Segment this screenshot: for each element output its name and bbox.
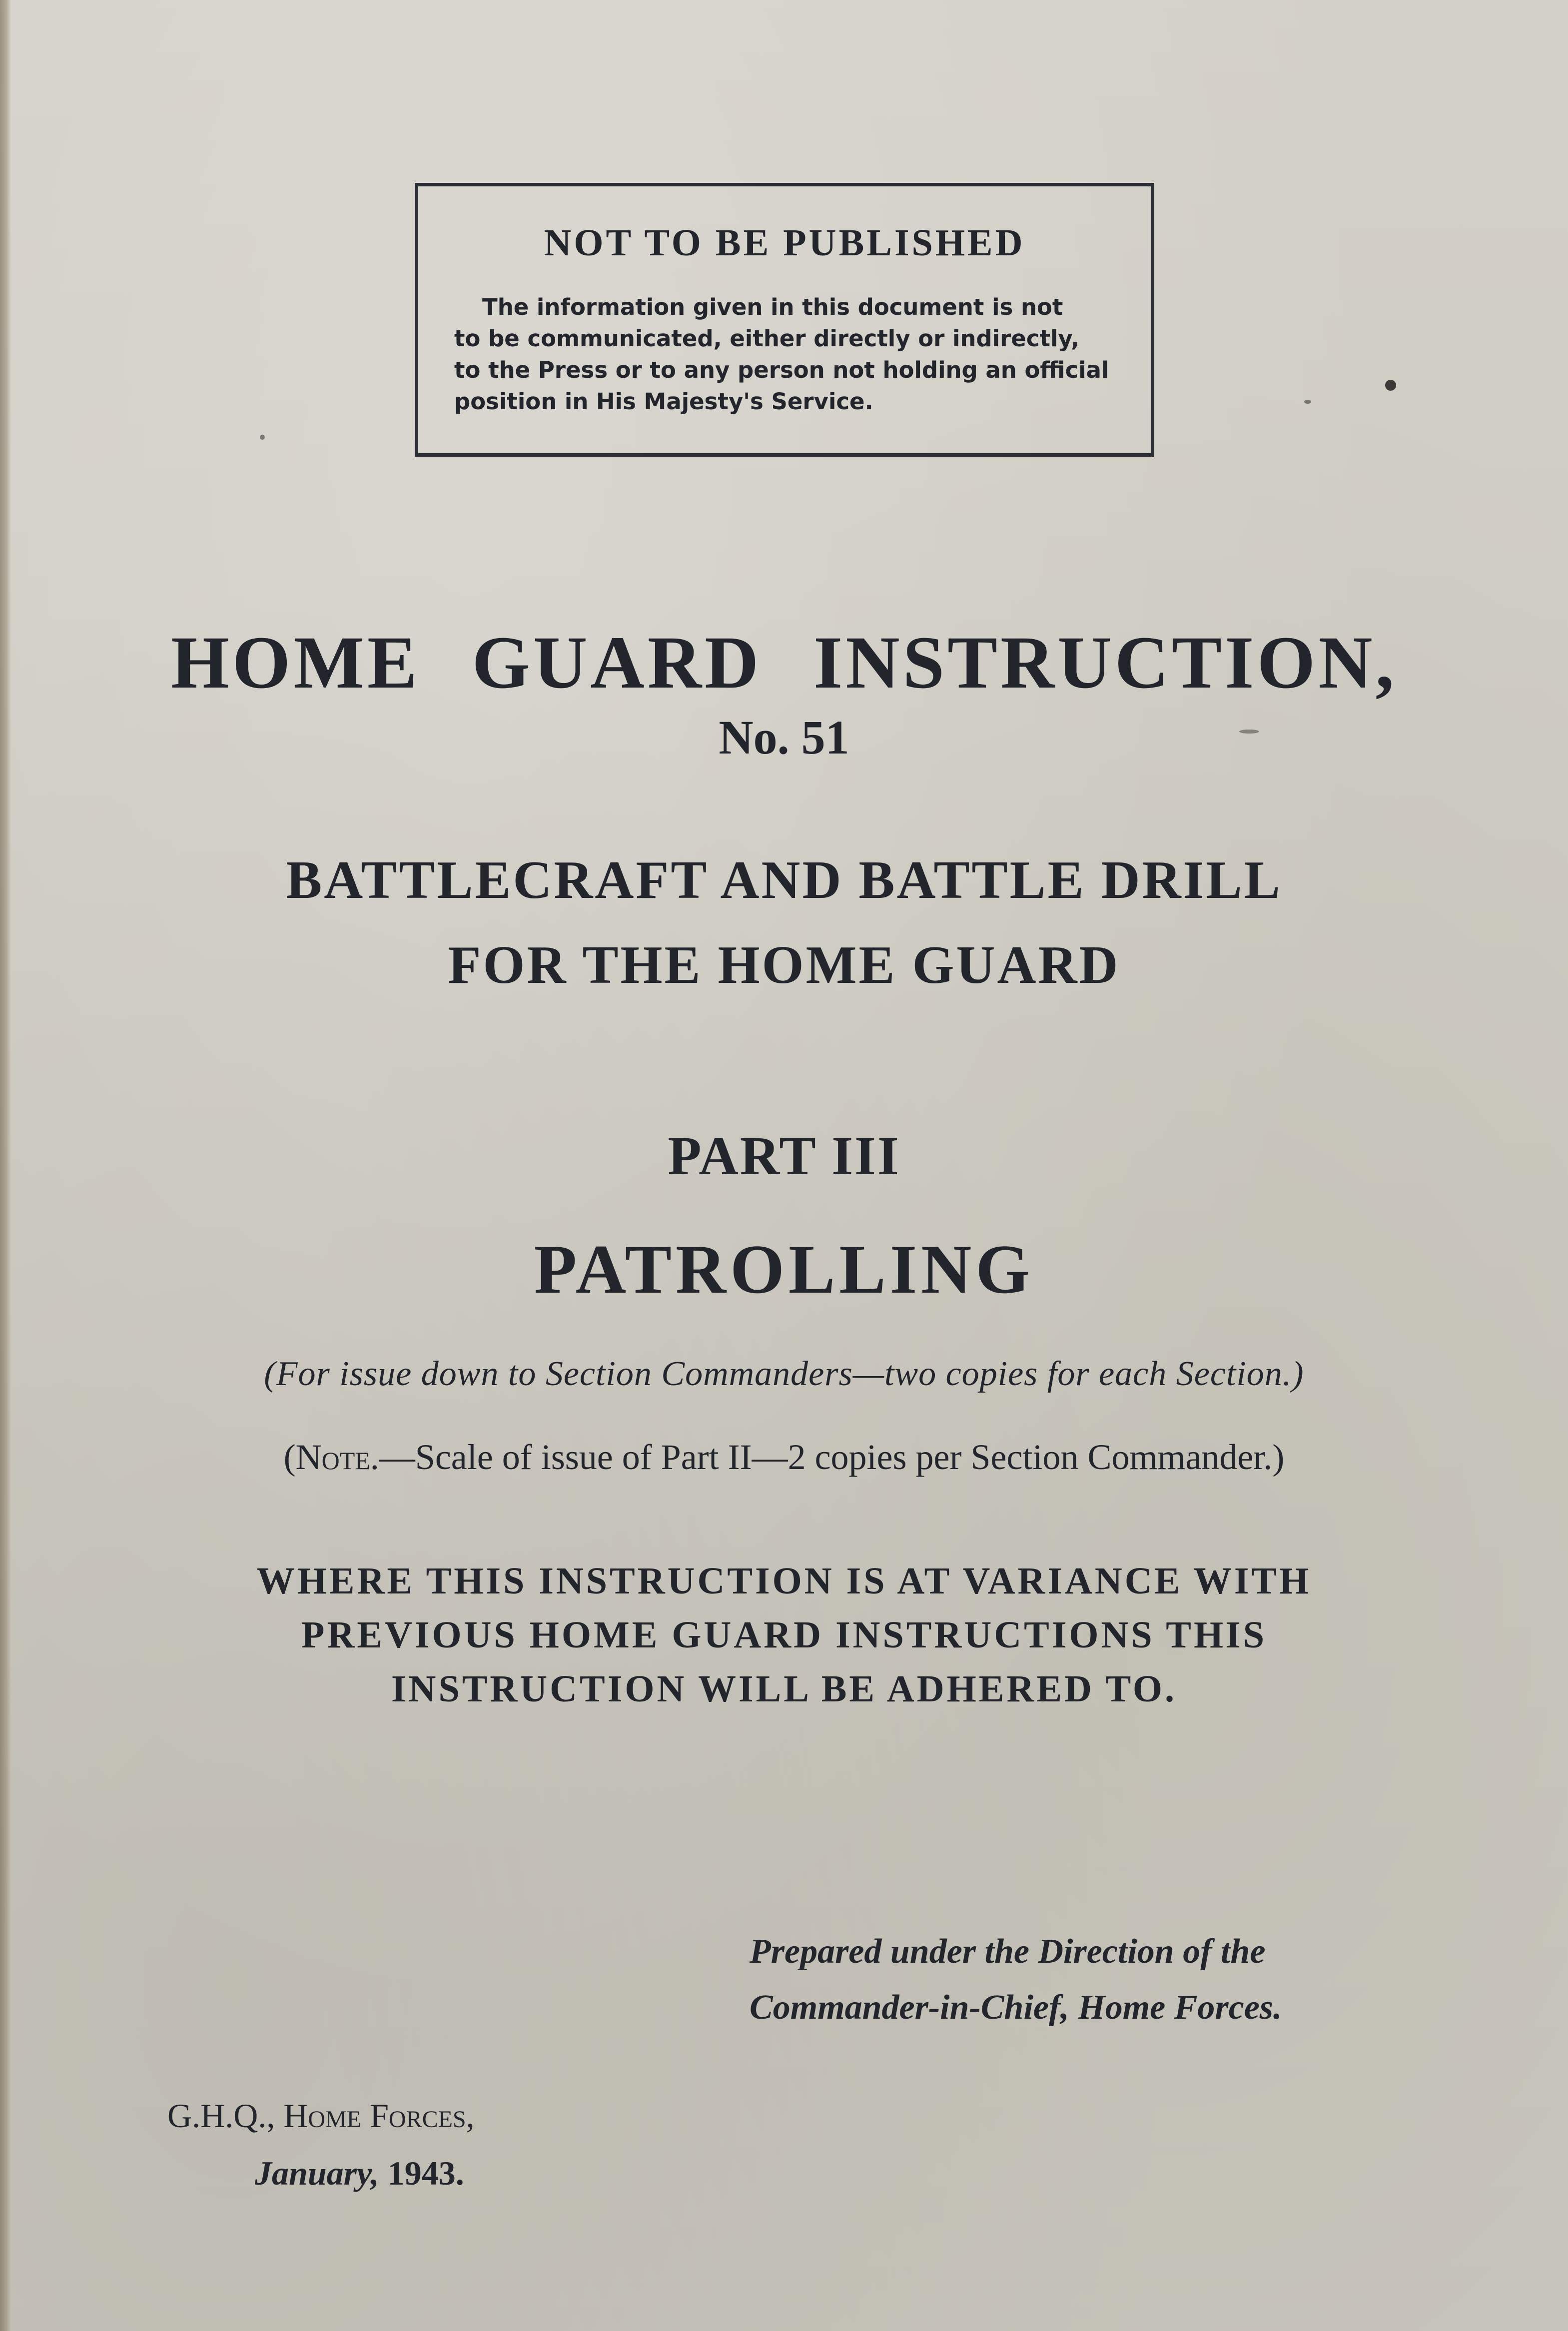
subtitle-line-2: FOR THE HOME GUARD [448,935,1120,995]
variance-warning [0,1554,1568,1716]
prepared-line: Commander-in-Chief, Home Forces. [750,1988,1282,2027]
note-text: —Scale of issue of Part II—2 copies per Section Commander.) [379,1437,1285,1477]
part-number: PART III [668,1125,900,1186]
notice-line: position in His Majesty's Service. [454,388,873,415]
issue-date [255,2154,464,2193]
ink-speck [260,435,265,440]
subtitle-line-1: BATTLECRAFT AND BATTLE DRILL [286,850,1282,910]
scale-note [0,1437,1568,1478]
issue-year: 1943. [387,2154,464,2192]
issue-month: January, [255,2154,379,2192]
notice-text [454,291,1119,417]
instruction-number: No. 51 [719,711,849,764]
part-name: PATROLLING [534,1231,1034,1308]
issue-note: (For issue down to Section Commanders—two copies for each Section.) [264,1355,1304,1393]
document-title: HOME GUARD INSTRUCTION, [170,621,1398,704]
note-label: (Note. [283,1437,379,1477]
warning-line: WHERE THIS INSTRUCTION IS AT VARIANCE WITH [256,1560,1312,1602]
notice-line: The information given in this document is not [482,294,1063,320]
issuing-office [167,2096,475,2136]
ink-speck [1304,400,1311,404]
warning-line: PREVIOUS HOME GUARD INSTRUCTIONS THIS [301,1614,1267,1656]
restriction-notice-box [415,183,1154,457]
notice-line: to be communicated, either directly or indirectly, [454,325,1080,352]
warning-line: INSTRUCTION WILL BE ADHERED TO. [391,1668,1177,1710]
notice-heading: NOT TO BE PUBLISHED [544,222,1025,264]
ghq-text: G.H.Q., Home Forces, [167,2097,475,2135]
prepared-line: Prepared under the Direction of the [750,1932,1266,1971]
prepared-by [750,1924,1282,2036]
ink-speck [1385,380,1396,391]
notice-line: to the Press or to any person not holding an official [454,357,1109,383]
